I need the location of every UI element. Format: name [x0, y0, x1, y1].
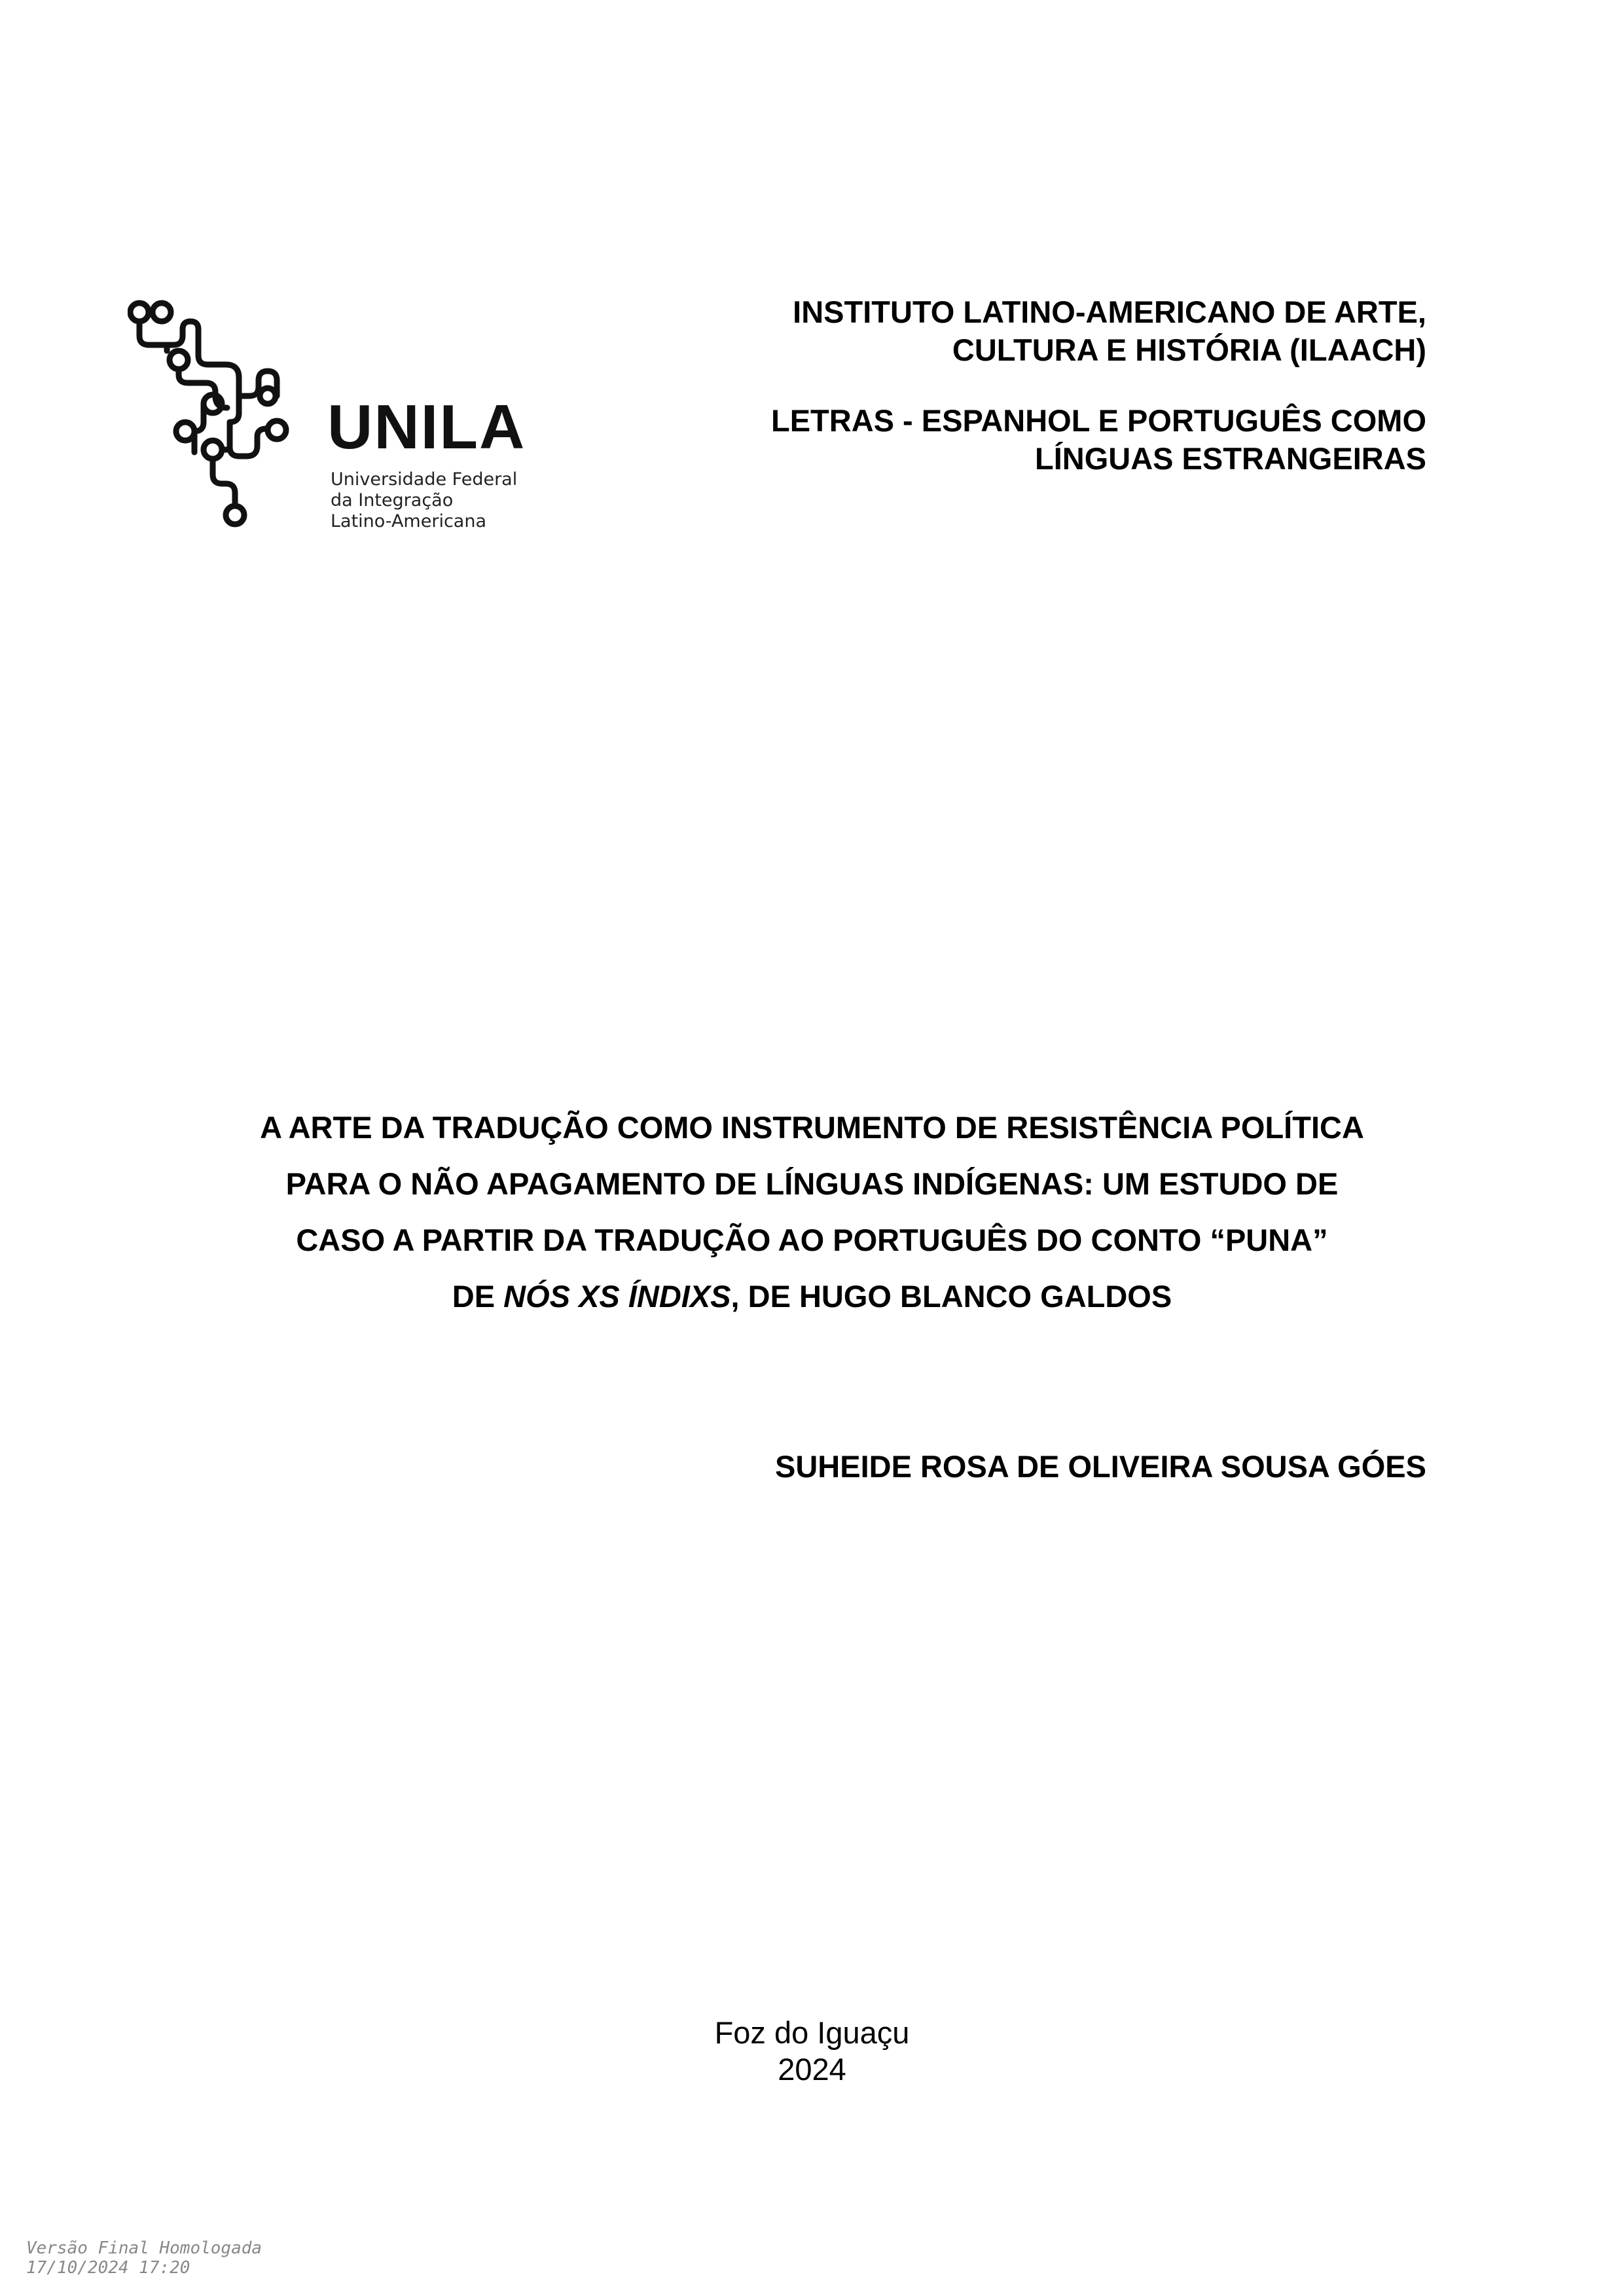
title-suffix: , DE HUGO BLANCO GALDOS — [731, 1279, 1172, 1314]
version-stamp — [26, 2238, 262, 2278]
logo-subtitle — [331, 469, 517, 532]
title-line: A ARTE DA TRADUÇÃO COMO INSTRUMENTO DE RESISTÊNCIA POLÍTICA — [260, 1110, 1364, 1145]
course-name-line: LÍNGUAS ESTRANGEIRAS — [1035, 441, 1426, 476]
stamp-label: Versão Final Homologada — [26, 2238, 262, 2258]
thesis-title — [131, 1100, 1493, 1325]
author-name: SUHEIDE ROSA DE OLIVEIRA SOUSA GÓES — [775, 1449, 1426, 1484]
logo-subtitle-line: da Integração — [331, 490, 454, 511]
logo-wordmark: UNILA — [327, 392, 526, 462]
title-line: CASO A PARTIR DA TRADUÇÃO AO PORTUGUÊS DO CONTO “PUNA” — [296, 1223, 1328, 1257]
logo-subtitle-line: Latino-Americana — [331, 511, 486, 531]
place: Foz do Iguaçu — [714, 2015, 910, 2050]
unila-logo — [128, 298, 533, 540]
course-name-line: LETRAS - ESPANHOL E PORTUGUÊS COMO — [771, 403, 1426, 438]
title-line-last — [131, 1268, 1493, 1325]
unila-logo-mark-icon — [128, 298, 324, 540]
place-and-year — [0, 2015, 1624, 2088]
institution-header — [575, 293, 1426, 478]
title-line: PARA O NÃO APAGAMENTO DE LÍNGUAS INDÍGENAS: UM ESTUDO DE — [285, 1166, 1339, 1201]
logo-subtitle-line: Universidade Federal — [331, 469, 518, 490]
book-title: NÓS XS ÍNDIXS — [503, 1279, 731, 1314]
title-prefix: DE — [452, 1279, 504, 1314]
year: 2024 — [778, 2052, 846, 2087]
institute-name-line: INSTITUTO LATINO-AMERICANO DE ARTE, — [793, 295, 1426, 329]
institute-name-line: CULTURA E HISTÓRIA (ILAACH) — [952, 332, 1426, 367]
stamp-datetime: 17/10/2024 17:20 — [26, 2258, 190, 2278]
